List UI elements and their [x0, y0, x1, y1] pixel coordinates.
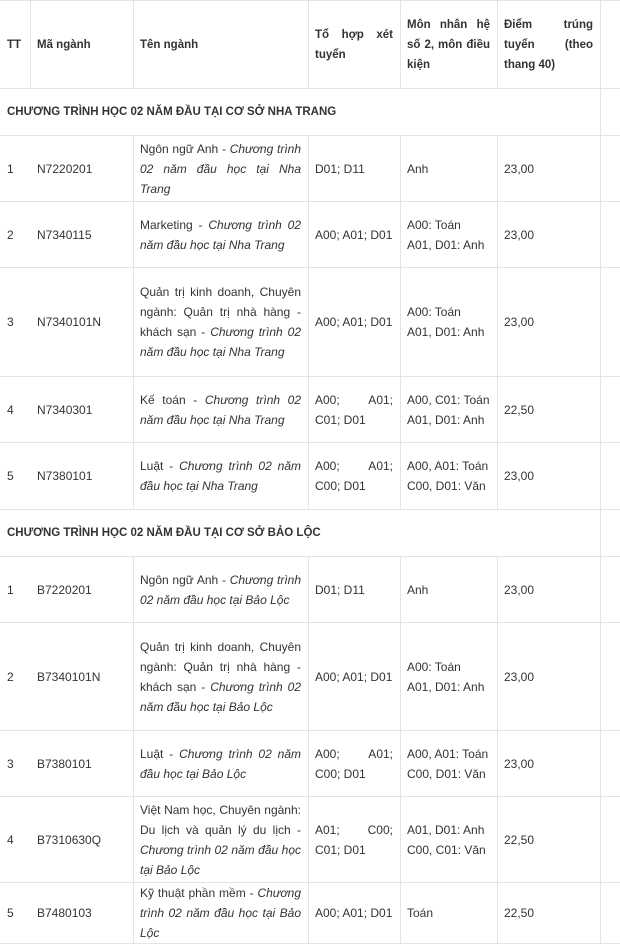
cell-combo: [308, 731, 400, 796]
cell-code: N7340301: [37, 402, 93, 417]
subject-line: C00, D01: Văn: [407, 766, 486, 781]
cell-name: [133, 797, 308, 882]
cell-name: [133, 377, 308, 442]
column-divider: [600, 623, 601, 730]
cell-score: 22,50: [504, 906, 535, 920]
header-subject: [400, 1, 497, 88]
cell-code: N7380101: [37, 469, 93, 483]
major-name: [140, 883, 301, 943]
cell-name: [133, 443, 308, 509]
major-name-plain: Kế toán -: [140, 392, 205, 407]
major-name: [140, 215, 301, 255]
subject-list: [407, 390, 490, 430]
combo-text: A01; C00; C01; D01: [315, 822, 393, 857]
table-row: [0, 376, 620, 442]
table-row: [0, 267, 620, 376]
cell-score: 22,50: [504, 402, 535, 417]
subject-list: [407, 302, 484, 342]
cell-tt: 3: [7, 756, 14, 771]
section-header-row: [0, 509, 620, 556]
table-row: [0, 796, 620, 882]
major-name-plain: Quản trị kinh doanh, Chuyên ngành: Quản trị nhà hàng - khách sạn -: [140, 639, 301, 694]
cell-name: [133, 883, 308, 943]
column-divider: [600, 883, 601, 943]
major-name: [140, 390, 301, 430]
major-name-plain: Luật -: [140, 746, 180, 761]
header-combo-label: Tổ hợp xét tuyển: [315, 28, 393, 61]
combo-text: D01; D11: [315, 582, 365, 597]
column-divider: [600, 731, 601, 796]
subject-list: [407, 744, 488, 784]
cell-score: 23,00: [504, 669, 535, 684]
cell-combo: [308, 883, 400, 943]
header-score-label: Điểm trúng tuyển (theo thang 40): [504, 18, 593, 71]
cell-tt: 3: [7, 315, 14, 329]
major-name-program: Chương trình 02 năm đầu học tại Bảo Lộc: [140, 572, 301, 607]
major-name-program: Chương trình 02 năm đầu học tại Bảo Lộc: [140, 886, 301, 940]
combo-text: A00; A01; C00; D01: [315, 746, 393, 781]
header-subject-label: Môn nhân hệ số 2, môn điều kiện: [407, 18, 490, 71]
column-divider: [600, 268, 601, 376]
cell-subject: [400, 202, 497, 267]
cell-score: 23,00: [504, 756, 535, 771]
major-name: [140, 456, 301, 496]
major-name-plain: Luật -: [140, 459, 180, 473]
column-divider: [600, 797, 601, 882]
cell-code: N7340115: [37, 227, 92, 242]
major-name-program: Chương trình 02 năm đầu học tại Nha Trang: [140, 141, 301, 196]
cell-name: [133, 202, 308, 267]
major-name: [140, 570, 301, 610]
combo-text: D01; D11: [315, 161, 365, 176]
subject-line: A00: Toán: [407, 305, 461, 319]
table-row: [0, 135, 620, 201]
cell-score: 23,00: [504, 582, 535, 597]
combo-text: A00; A01; C00; D01: [315, 459, 393, 493]
cell-name: [133, 268, 308, 376]
cell-code: N7340101N: [37, 315, 102, 329]
subject-list: [407, 580, 428, 600]
cell-combo: [308, 377, 400, 442]
cell-subject: [400, 443, 497, 509]
major-name-plain: Quản trị kinh doanh, Chuyên ngành: Quản trị nhà hàng - khách sạn -: [140, 285, 301, 339]
major-name-plain: Việt Nam học, Chuyên ngành: Du lịch và quản lý du lịch -: [140, 802, 301, 837]
cell-subject: [400, 557, 497, 622]
cell-code: B7480103: [37, 906, 92, 920]
cell-score: 23,00: [504, 315, 535, 329]
subject-line: A00, C01: Toán: [407, 392, 490, 407]
cell-subject: [400, 377, 497, 442]
cell-name: [133, 731, 308, 796]
cell-tt: 4: [7, 402, 14, 417]
subject-line: A00, A01: Toán: [407, 459, 489, 473]
table-row: [0, 442, 620, 509]
cell-tt: 2: [7, 669, 14, 684]
column-divider: [600, 136, 601, 201]
combo-text: A00; A01; D01: [315, 315, 393, 329]
major-name-program: Chương trình 02 năm đầu học tại Bảo Lộc: [140, 679, 301, 714]
major-name-program: Chương trình 02 năm đầu học tại Nha Trang: [140, 217, 301, 252]
subject-line: C00, C01: Văn: [407, 842, 486, 857]
cell-tt: 2: [7, 227, 14, 242]
combo-text: A00; A01; D01: [315, 227, 393, 242]
subject-list: [407, 820, 486, 860]
section-title: CHƯƠNG TRÌNH HỌC 02 NĂM ĐẦU TẠI CƠ SỞ BẢO LỘC: [7, 527, 321, 539]
header-score: [497, 1, 600, 88]
header-name-label: Tên ngành: [140, 38, 199, 51]
cell-tt: 5: [7, 906, 14, 920]
major-name: [140, 282, 301, 362]
subject-line: A01, D01: Anh: [407, 325, 485, 339]
major-name: [140, 139, 301, 199]
subject-list: [407, 215, 484, 255]
cell-combo: [308, 797, 400, 882]
major-name-program: Chương trình 02 năm đầu học tại Nha Trang: [140, 459, 301, 493]
section-title: CHƯƠNG TRÌNH HỌC 02 NĂM ĐẦU TẠI CƠ SỞ NHA TRANG: [7, 106, 337, 118]
column-divider: [600, 377, 601, 442]
subject-line: C00, D01: Văn: [407, 479, 486, 493]
table-row: [0, 201, 620, 267]
major-name: [140, 800, 301, 880]
combo-text: A00; A01; C01; D01: [315, 392, 393, 427]
cell-code: B7340101N: [37, 669, 101, 684]
cell-code: B7220201: [37, 582, 92, 597]
cell-name: [133, 623, 308, 730]
major-name-program: Chương trình 02 năm đầu học tại Nha Trang: [140, 392, 302, 427]
subject-line: A00: Toán: [407, 217, 461, 232]
major-name-program: Chương trình 02 năm đầu học tại Bảo Lộc: [140, 842, 301, 877]
cell-combo: [308, 202, 400, 267]
cell-tt: 1: [7, 161, 14, 176]
cell-subject: [400, 797, 497, 882]
cell-combo: [308, 268, 400, 376]
cell-subject: [400, 623, 497, 730]
combo-text: A00; A01; D01: [315, 669, 393, 684]
table-row: [0, 622, 620, 730]
column-divider: [600, 89, 601, 135]
table-row: [0, 556, 620, 622]
cell-combo: [308, 136, 400, 201]
table-header-row: [0, 0, 620, 88]
cell-code: B7310630Q: [37, 832, 102, 847]
cell-subject: [400, 136, 497, 201]
major-name-plain: Marketing -: [140, 217, 209, 232]
subject-list: [407, 903, 433, 923]
column-divider: [600, 202, 601, 267]
cell-combo: [308, 557, 400, 622]
header-code: [30, 1, 133, 88]
cell-name: [133, 136, 308, 201]
major-name-plain: Ngôn ngữ Anh -: [140, 141, 230, 156]
header-code-label: Mã ngành: [37, 38, 91, 51]
cell-score: 23,00: [504, 469, 535, 483]
combo-text: A00; A01; D01: [315, 906, 393, 920]
cell-name: [133, 557, 308, 622]
cell-subject: [400, 883, 497, 943]
cell-score: 23,00: [504, 161, 535, 176]
subject-list: [407, 159, 428, 179]
subject-list: [407, 657, 484, 697]
subject-list: [407, 456, 488, 496]
cell-score: 23,00: [504, 227, 535, 242]
major-name-program: Chương trình 02 năm đầu học tại Nha Trang: [140, 325, 301, 359]
column-divider: [600, 443, 601, 509]
subject-line: A01, D01: Anh: [407, 237, 485, 252]
subject-line: A01, D01: Anh: [407, 412, 485, 427]
table-row: [0, 730, 620, 796]
header-name: [133, 1, 308, 88]
header-tt-label: TT: [7, 38, 22, 51]
subject-line: A01, D01: Anh: [407, 822, 485, 837]
cell-score: 22,50: [504, 832, 535, 847]
major-name-program: Chương trình 02 năm đầu học tại Bảo Lộc: [140, 746, 301, 781]
cell-tt: 4: [7, 832, 14, 847]
subject-line: A01, D01: Anh: [407, 679, 485, 694]
section-header-row: [0, 88, 620, 135]
cell-code: B7380101: [37, 756, 92, 771]
cell-tt: 5: [7, 469, 14, 483]
major-name-plain: Kỹ thuật phần mềm -: [140, 886, 258, 900]
cell-combo: [308, 623, 400, 730]
subject-line: A00: Toán: [407, 659, 461, 674]
subject-line: Anh: [407, 582, 429, 597]
cell-subject: [400, 268, 497, 376]
header-tt: [0, 1, 30, 88]
column-divider: [600, 557, 601, 622]
column-divider: [600, 1, 601, 88]
cell-subject: [400, 731, 497, 796]
cell-tt: 1: [7, 582, 14, 597]
cell-combo: [308, 443, 400, 509]
major-name-plain: Ngôn ngữ Anh -: [140, 572, 230, 587]
subject-line: Anh: [407, 161, 429, 176]
table-row: [0, 882, 620, 944]
cell-code: N7220201: [37, 161, 93, 176]
header-combo: [308, 1, 400, 88]
column-divider: [600, 510, 601, 556]
subject-line: Toán: [407, 906, 434, 920]
major-name: [140, 744, 301, 784]
major-name: [140, 637, 301, 717]
subject-line: A00, A01: Toán: [407, 746, 489, 761]
